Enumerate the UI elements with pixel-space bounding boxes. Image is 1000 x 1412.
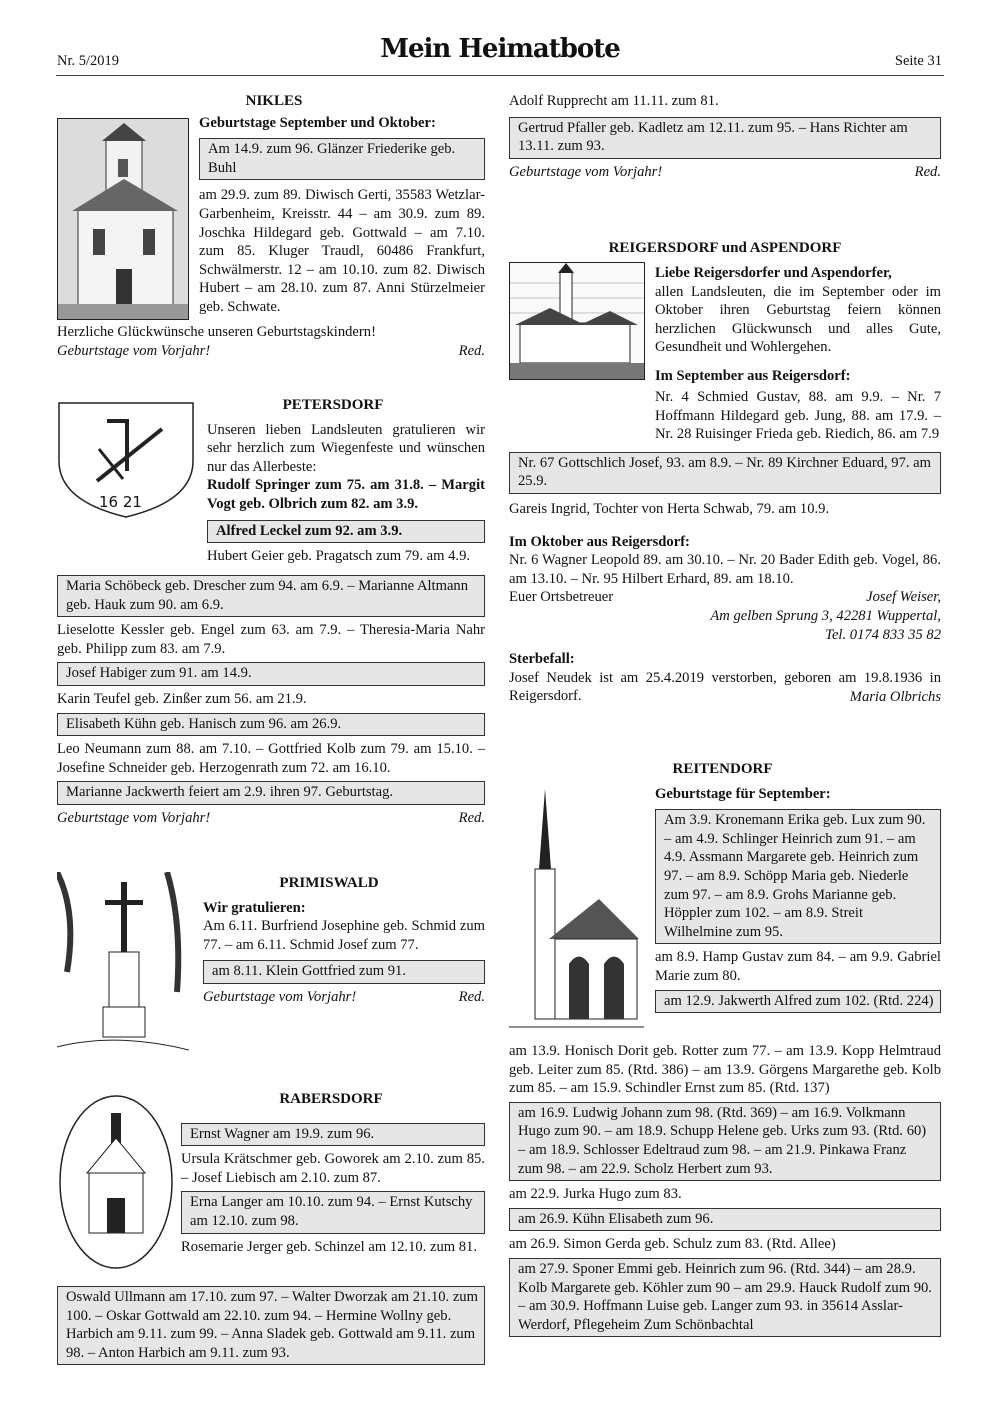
reigersdorf-sept-heading: Im September aus Reigersdorf: [655,367,851,384]
petersdorf-box-3: Josef Habiger zum 91. am 14.9. [57,662,485,686]
petersdorf-intro: Unseren lieben Landsleuten gratulieren wir sehr herzlich zum Wiegenfeste und wünschen nur das Allerbeste: [207,421,485,475]
petersdorf-crest-year: 16 21 [99,493,142,511]
petersdorf-line1: Rudolf Springer zum 75. am 31.8. – Margit Vogt geb. Olbrich zum 82. am 3.9. [207,477,485,512]
petersdorf-line5: Leo Neumann zum 88. am 7.10. – Gottfried Kolb zum 79. am 15.10. – Josefine Schneider geb. Herzogenrath zum 72. am 16.10. [57,741,485,776]
petersdorf-box-4: Elisabeth Kühn geb. Hanisch zum 96. am 26.9. [57,713,485,737]
primiswald-subtitle: Wir gratulieren: [203,899,306,916]
nikles-subtitle: Geburtstage September und Oktober: [199,114,436,131]
reigersdorf-death: Josef Neudek ist am 25.4.2019 verstorben, geboren am 19.8.1936 in Reigersdorf. [509,669,941,705]
primiswald-title: PRIMISWALD [279,875,379,891]
nikles-box-1: Am 14.9. zum 96. Glänzer Friederike geb. Buhl [199,138,485,180]
reitendorf-title: REITENDORF [672,761,773,777]
right-top-red: Red. [914,163,941,180]
reigersdorf-address: Am gelben Sprung 3, 42281 Wuppertal, [710,607,941,624]
rabersdorf-line1: Ursula Krätschmer geb. Goworek am 2.10. zum 85. – Josef Liebisch am 2.10. zum 87. [181,1151,485,1186]
reitendorf-box-5: am 27.9. Sponer Emmi geb. Heinrich zum 96. (Rtd. 344) – am 28.9. Kolb Margarete geb. Köhler zum 90 – am 29.9. Hauck Rudolf zum 90. – am 30.9. Hoffmann Luise geb. Langer zum 93. in 35614 Asslar-Werdorf, Pflegeheim Zum Schönbachtal [509,1258,941,1337]
petersdorf-red: Red. [458,809,485,826]
reigersdorf-death-heading: Sterbefall: [509,651,575,668]
reigersdorf-death-sign: Maria Olbrichs [849,688,941,705]
petersdorf-box-2: Maria Schöbeck geb. Drescher zum 94. am 6.9. – Marianne Altmann geb. Hauk zum 90. am 6.9. [57,575,485,617]
reitendorf-box-4: am 26.9. Kühn Elisabeth zum 96. [509,1208,941,1232]
primiswald-cross-image [57,872,189,1057]
rabersdorf-box-2: Erna Langer am 10.10. zum 94. – Ernst Kutschy am 12.10. zum 98. [181,1191,485,1233]
petersdorf-line3: Lieselotte Kessler geb. Engel zum 63. am 7.9. – Theresia-Maria Nahr geb. Philipp zum 83. am 7.9. [57,622,485,657]
petersdorf-box-5: Marianne Jackwerth feiert am 2.9. ihren 97. Geburtstag. [57,781,485,805]
reitendorf-subtitle: Geburtstage für September: [655,785,831,802]
reigersdorf-oct-heading: Im Oktober aus Reigersdorf: [509,533,690,550]
reigersdorf-intro: allen Landsleuten, die im September oder im Oktober ihren Geburtstag feiern können herzlichen Glückwunsch und alles Gute, Gesundheit und Wohlergehen. [655,283,941,356]
rabersdorf-line2: Rosemarie Jerger geb. Schinzel am 12.10. zum 81. [181,1238,477,1255]
issue-number: Nr. 5/2019 [57,53,120,69]
petersdorf-line2: Hubert Geier geb. Pragatsch zum 79. am 4.9. [207,548,471,565]
right-top-prevyear: Geburtstage vom Vorjahr! [509,163,663,180]
rabersdorf-box-1: Ernst Wagner am 19.9. zum 96. [181,1123,485,1147]
reitendorf-line4: am 26.9. Simon Gerda geb. Schulz zum 83. (Rtd. Allee) [509,1236,836,1253]
reitendorf-box-2: am 12.9. Jakwerth Alfred zum 102. (Rtd. 224) [655,990,941,1014]
reigersdorf-name: Josef Weiser, [866,589,941,606]
reigersdorf-gareis: Gareis Ingrid, Tochter von Herta Schwab, 79. am 10.9. [509,500,830,517]
reitendorf-church-image [509,789,644,1039]
primiswald-line1: Am 6.11. Burfriend Josephine geb. Schmid zum 77. – am 6.11. Schmid Josef zum 77. [203,918,485,953]
reitendorf-line2: am 13.9. Honisch Dorit geb. Rotter zum 77. – am 13.9. Kopp Helmtraud geb. Leiter zum 85. (Rtd. 386) – am 13.9. Görgens Margarethe geb. Kolb zum 85. – am 15.9. Schindler Ernst zum 85. (Rtd. 137) [509,1043,941,1097]
reigersdorf-betreuer: Euer Ortsbetreuer [509,589,614,606]
nikles-para: am 29.9. zum 89. Diwisch Gerti, 35583 Wetzlar-Garbenheim, Kreisstr. 44 – am 30.9. zum 89. Joschka Hildegard geb. Gottwald – am 7.10. zum 85. Kluger Traudl, 60486 Frankfurt, Schwälmerstr. 12 – am 10.10. zum 82. Diwisch Hubert – am 28.10. zum 87. Anni Stürzelmeier geb. Schwate. [199,187,485,315]
nikles-greeting: Herzliche Glückwünsche unseren Geburtstagskindern! [57,324,376,340]
petersdorf-crest [57,401,195,519]
reigersdorf-village-image [509,262,645,380]
reigersdorf-title: REIGERSDORF und ASPENDORF [608,240,842,256]
petersdorf-title: PETERSDORF [282,397,384,413]
masthead-logo: Mein Heimatbote [380,34,620,64]
header-rule [56,75,944,76]
right-top-line1: Adolf Rupprecht am 11.11. zum 81. [509,93,719,109]
nikles-title: NIKLES [245,93,303,109]
primiswald-prevyear: Geburtstage vom Vorjahr! [203,988,357,1005]
petersdorf-prevyear: Geburtstage vom Vorjahr! [57,809,211,826]
rabersdorf-chapel-image [57,1093,175,1271]
petersdorf-line4: Karin Teufel geb. Zinßer zum 56. am 21.9. [57,690,307,707]
reigersdorf-box-1: Nr. 67 Gottschlich Josef, 93. am 8.9. – Nr. 89 Kirchner Eduard, 97. am 25.9. [509,452,941,494]
primiswald-box-1: am 8.11. Klein Gottfried zum 91. [203,960,485,984]
rabersdorf-title: RABERSDORF [279,1091,383,1107]
page-number: Seite 31 [894,53,942,69]
nikles-red: Red. [458,342,485,359]
reigersdorf-tel: Tel. 0174 833 35 82 [825,626,941,643]
reitendorf-box-3: am 16.9. Ludwig Johann zum 98. (Rtd. 369) – am 16.9. Volkmann Hugo zum 90. – am 18.9. Schupp Helene geb. Urks zum 93. (Rtd. 60) – am 18.9. Schlosser Edeltraud zum 98. – am 21.9. Pinkawa Franz zum 98. – am 22.9. Scholz Herbert zum 93. [509,1102,941,1181]
nikles-prevyear: Geburtstage vom Vorjahr! [57,342,211,359]
rabersdorf-box-3: Oswald Ullmann am 17.10. zum 97. – Walter Dworzak am 21.10. zum 100. – Oskar Gottwald am 22.10. zum 94. – Hermine Wollny geb. Harbich am 9.11. zum 99. – Anna Sladek geb. Gottwald am 9.11. zum 98. – Anton Harbich am 9.11. zum 93. [57,1286,485,1365]
reitendorf-line3: am 22.9. Jurka Hugo zum 83. [509,1186,682,1203]
reigersdorf-intro-bold: Liebe Reigersdorfer und Aspendorfer, [655,265,892,281]
nikles-church-image [57,118,189,320]
reigersdorf-oct-line: Nr. 6 Wagner Leopold 89. am 30.10. – Nr. 20 Bader Edith geb. Vogel, 86. am 13.10. – Nr. 95 Hilbert Erhard, 89. am 18.10. [509,552,941,587]
reitendorf-line1: am 8.9. Hamp Gustav zum 84. – am 9.9. Gabriel Marie zum 80. [655,949,941,984]
primiswald-red: Red. [458,988,485,1005]
petersdorf-box-1: Alfred Leckel zum 92. am 3.9. [207,520,485,544]
reitendorf-box-1: Am 3.9. Kronemann Erika geb. Lux zum 90. – am 4.9. Schlinger Heinrich zum 91. – am 4.9. Assmann Margarete geb. Heinrich zum 97. – am 8.9. Schöpp Maria geb. Niederle zum 97. – am 8.9. Grohs Marianne geb. Höppler zum 102. – am 8.9. Streit Wilhelmine zum 95. [655,809,941,944]
reigersdorf-sept-line: Nr. 4 Schmied Gustav, 88. am 9.9. – Nr. 7 Hoffmann Hildegard geb. Jung, 88. am 17.9. – Nr. 28 Ruisinger Frieda geb. Riedich, 86. am 7.9 [655,389,941,443]
right-top-box-1: Gertrud Pfaller geb. Kadletz am 12.11. zum 95. – Hans Richter am 13.11. zum 93. [509,117,941,159]
